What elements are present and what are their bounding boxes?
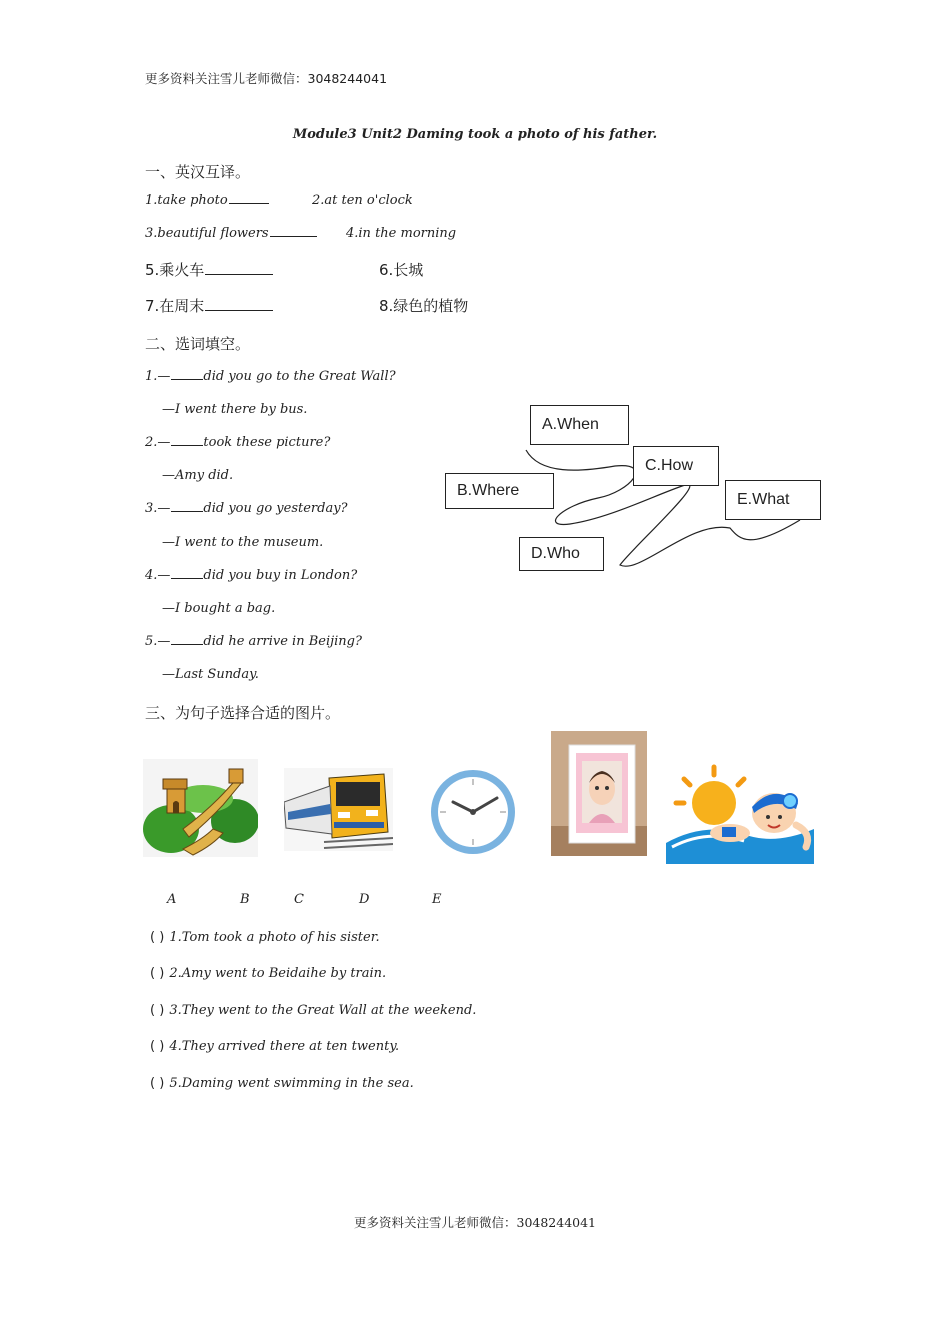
translation-item: 1.take photo [145,193,269,208]
translation-item: 7.在周末 [145,295,273,316]
picture-label-b: B [240,892,250,907]
picture-label-d: D [359,892,370,907]
fill-question: 4.— did you buy in London? [145,568,358,583]
section1-heading: 一、英汉互译。 [145,163,251,181]
translation-item: 2.at ten o'clock [312,193,413,208]
fill-answer: —I went to the museum. [162,535,324,550]
photo-frame-picture [551,731,647,856]
page-title: Module3 Unit2 Daming took a photo of his father. [292,127,658,142]
fill-question: 5.— did he arrive in Beijing? [145,634,362,649]
option-when: A.When [530,405,629,445]
fill-answer: —I bought a bag. [162,601,276,616]
match-sentence: ( ) 3.They went to the Great Wall at the weekend. [150,1003,477,1018]
great-wall-picture [143,759,258,857]
header-text: 更多资料关注雪儿老师微信：3048244041 [145,71,388,86]
swimmer-picture [666,763,814,864]
fill-question: 1.— did you go to the Great Wall? [145,369,396,384]
match-sentence: ( ) 1.Tom took a photo of his sister. [150,930,380,945]
option-who: D.Who [519,537,604,571]
option-how: C.How [633,446,719,486]
match-sentence: ( ) 4.They arrived there at ten twenty. [150,1039,400,1054]
option-what: E.What [725,480,821,520]
fill-answer: —Amy did. [162,468,234,483]
translation-item: 4.in the morning [346,226,457,241]
picture-label-c: C [294,892,304,907]
train-picture [284,768,393,851]
fill-answer: —I went there by bus. [162,402,308,417]
sun-icon [676,767,744,825]
picture-label-e: E [432,892,442,907]
clock-picture [427,768,519,856]
fill-answer: —Last Sunday. [162,667,259,682]
footer-text: 更多资料关注雪儿老师微信：3048244041 [353,1215,597,1230]
match-sentence: ( ) 5.Daming went swimming in the sea. [150,1076,414,1091]
picture-label-a: A [167,892,177,907]
translation-item: 6.长城 [379,261,424,279]
translation-item: 3.beautiful flowers [145,226,317,241]
section2-heading: 二、选词填空。 [145,335,251,353]
option-where: B.Where [445,473,554,509]
translation-item: 5.乘火车 [145,259,273,280]
translation-item: 8.绿色的植物 [379,297,469,315]
fill-question: 2.— took these picture? [145,435,331,450]
section3-heading: 三、为句子选择合适的图片。 [145,704,341,722]
fill-question: 3.— did you go yesterday? [145,501,348,516]
match-sentence: ( ) 2.Amy went to Beidaihe by train. [150,966,387,981]
